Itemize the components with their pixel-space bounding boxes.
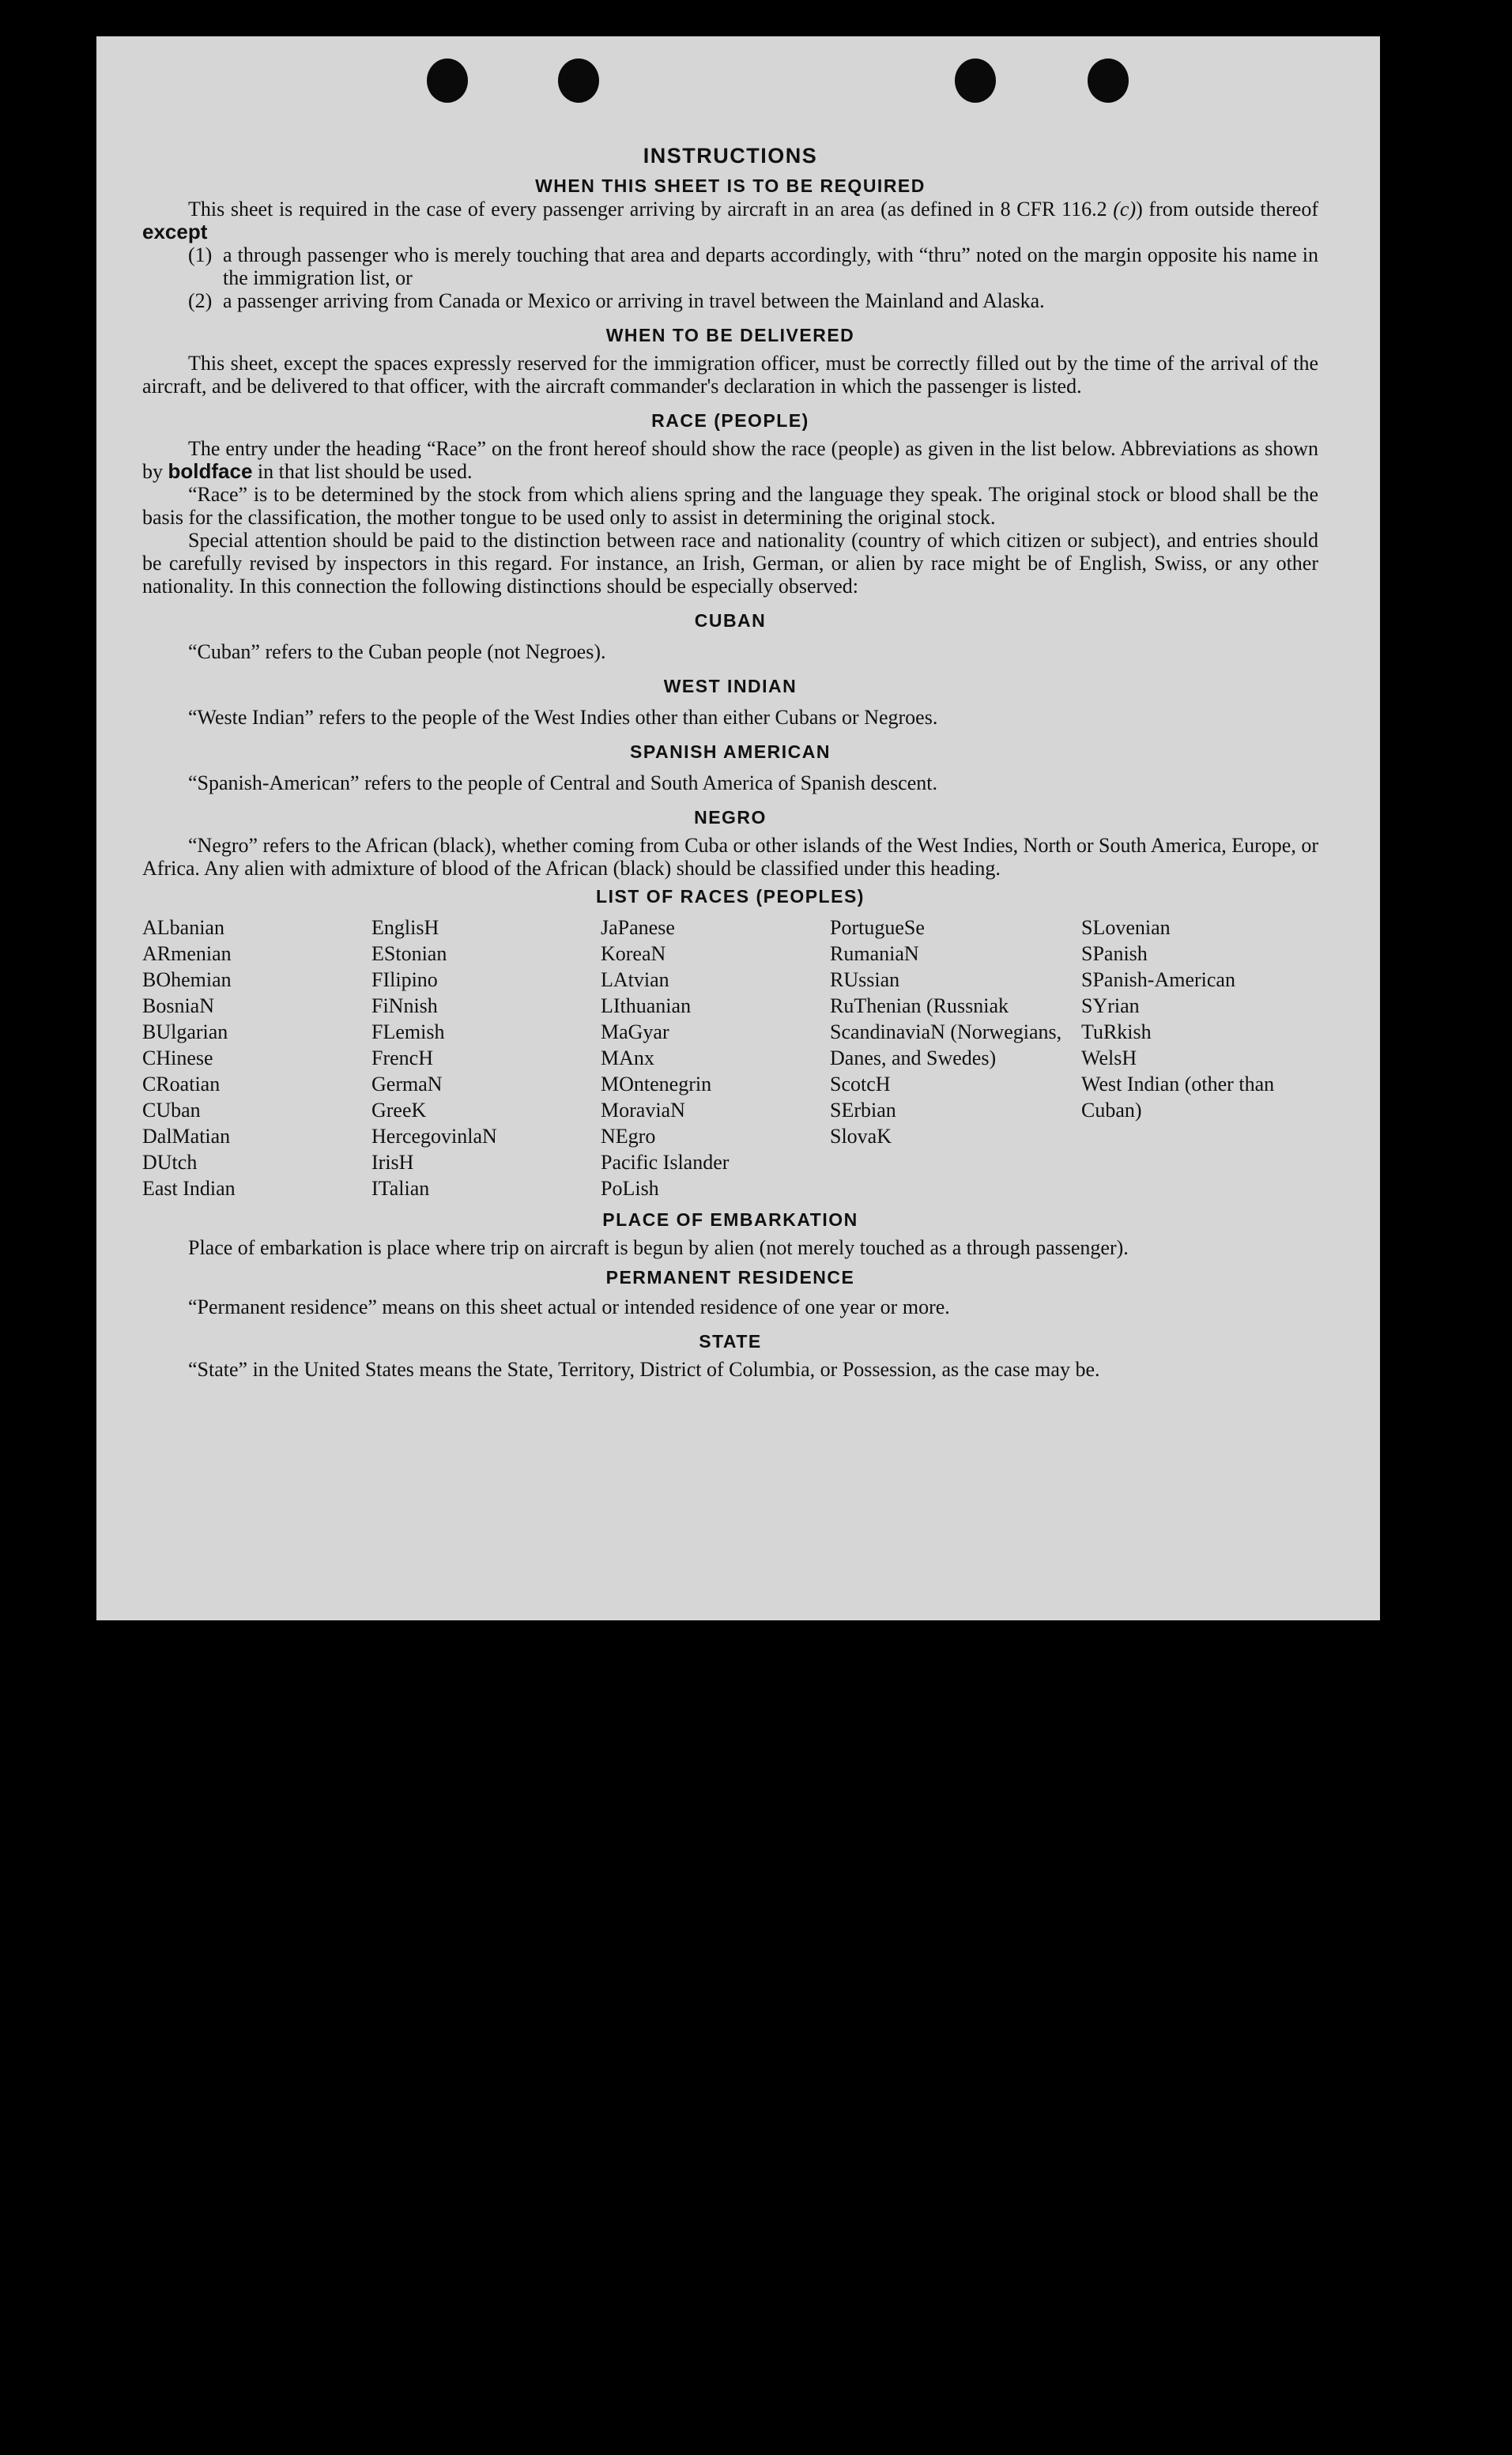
- race-item: DalMatian: [142, 1125, 231, 1148]
- race-item: SErbian: [830, 1099, 896, 1122]
- race-item: ARmenian: [142, 942, 232, 965]
- westindian-paragraph: “Weste Indian” refers to the people of the West Indies other than either Cubans or Negroes.: [188, 706, 938, 729]
- state-paragraph: “State” in the United States means the State, Territory, District of Columbia, or Possession, as the case may be.: [188, 1358, 1100, 1381]
- section-heading-delivered: WHEN TO BE DELIVERED: [605, 325, 855, 345]
- race-item: EStonian: [371, 942, 447, 965]
- race-item: MoraviaN: [601, 1099, 685, 1122]
- race-list: [142, 914, 1318, 1201]
- race-item: SPanish-American: [1081, 968, 1235, 991]
- race-paragraph-1: The entry under the heading “Race” on the front hereof should show the race (people) as given in the list below. Abbreviations as shown by boldface in that list should be used.: [142, 437, 1318, 483]
- race-item: Pacific Islander: [601, 1151, 730, 1174]
- spanish-paragraph: “Spanish-American” refers to the people of Central and South America of Spanish descent.: [188, 771, 937, 794]
- section-heading-cuban: CUBAN: [694, 610, 767, 631]
- race-item: EnglisH: [371, 916, 439, 939]
- delivered-paragraph: This sheet, except the spaces expressly reserved for the immigration officer, must be correctly filled out by the time of the arrival of the aircraft, and be delivered to that officer, with the aircraft commander's declaration in which the passenger is listed.: [142, 352, 1318, 398]
- race-item: RuThenian (Russniak: [830, 994, 1009, 1017]
- section-heading-race: RACE (PEOPLE): [651, 410, 809, 431]
- race-item: SlovaK: [830, 1125, 892, 1148]
- race-item: TuRkish: [1081, 1020, 1152, 1043]
- race-item: West Indian (other than Cuban): [1081, 1073, 1275, 1122]
- race-item: FiNnish: [371, 994, 438, 1017]
- race-item: CHinese: [142, 1046, 213, 1069]
- race-item: GermaN: [371, 1073, 443, 1096]
- instruction-sheet: [96, 36, 1380, 1620]
- race-item: DUtch: [142, 1151, 198, 1174]
- race-item: FLemish: [371, 1020, 445, 1043]
- punch-hole: [427, 58, 468, 103]
- race-item: CRoatian: [142, 1073, 221, 1096]
- punch-hole: [558, 58, 599, 103]
- section-heading-negro: NEGRO: [694, 807, 767, 828]
- negro-paragraph: “Negro” refers to the African (black), whether coming from Cuba or other islands of the West Indies, North or South America, Europe, or Africa. Any alien with admixture of blood of the African (black) should be classified under this heading.: [142, 834, 1318, 880]
- embarkation-paragraph: Place of embarkation is place where trip on aircraft is begun by alien (not merely touched as a through passenger).: [188, 1236, 1129, 1259]
- race-item: HercegovinlaN: [371, 1125, 497, 1148]
- section-heading-list: LIST OF RACES (PEOPLES): [596, 886, 865, 907]
- page-title: INSTRUCTIONS: [643, 144, 818, 168]
- race-item: ALbanian: [142, 916, 224, 939]
- race-item: PoLish: [601, 1177, 659, 1200]
- race-item: KoreaN: [601, 942, 666, 965]
- required-item-1: (1) a through passenger who is merely touching that area and departs accordingly, with “thru” noted on the margin opposite his name in the immigration list, or: [188, 243, 1318, 289]
- section-heading-spanish: SPANISH AMERICAN: [629, 741, 831, 762]
- race-column: [371, 914, 601, 1201]
- race-column: [142, 914, 371, 1201]
- race-item: RUssian: [830, 968, 900, 991]
- required-item-2: (2) a passenger arriving from Canada or Mexico or arriving in travel between the Mainland and Alaska.: [188, 289, 1045, 312]
- section-heading-residence: PERMANENT RESIDENCE: [605, 1267, 855, 1288]
- cuban-paragraph: “Cuban” refers to the Cuban people (not Negroes).: [188, 640, 606, 663]
- race-paragraph-3: Special attention should be paid to the distinction between race and nationality (country of which citizen or subject), and entries should be carefully revised by inspectors in this regard. For instance, an Irish, German, or alien by race might be of English, Swiss, or any other nationality. In this connection the following distinctions should be especially observed:: [142, 529, 1318, 598]
- section-heading-state: STATE: [699, 1331, 762, 1352]
- race-item: CUban: [142, 1099, 201, 1122]
- residence-paragraph: “Permanent residence” means on this sheet actual or intended residence of one year or more.: [188, 1295, 950, 1318]
- race-item: ScotcH: [830, 1073, 891, 1096]
- race-item: MOntenegrin: [601, 1073, 712, 1096]
- race-column: [830, 914, 1081, 1201]
- race-item: ITalian: [371, 1177, 430, 1200]
- race-item: BosniaN: [142, 994, 214, 1017]
- section-heading-required: WHEN THIS SHEET IS TO BE REQUIRED: [535, 175, 926, 196]
- race-column: [601, 914, 830, 1201]
- race-item: BOhemian: [142, 968, 232, 991]
- instructions-body: [142, 109, 1318, 1381]
- section-heading-westindian: WEST INDIAN: [663, 676, 797, 696]
- race-item: LAtvian: [601, 968, 669, 991]
- race-item: FIlipino: [371, 968, 438, 991]
- race-item: IrisH: [371, 1151, 414, 1174]
- race-item: SPanish: [1081, 942, 1148, 965]
- race-item: East Indian: [142, 1177, 236, 1200]
- race-item: WelsH: [1081, 1046, 1137, 1069]
- race-item: MaGyar: [601, 1020, 669, 1043]
- race-item: GreeK: [371, 1099, 427, 1122]
- punch-hole: [1088, 58, 1129, 103]
- race-item: FrencH: [371, 1046, 433, 1069]
- race-item: NEgro: [601, 1125, 656, 1148]
- race-column: [1081, 914, 1318, 1201]
- race-item: PortugueSe: [830, 916, 925, 939]
- race-item: LIthuanian: [601, 994, 692, 1017]
- race-paragraph-2: “Race” is to be determined by the stock from which aliens spring and the language they speak. The original stock or blood shall be the basis for the classification, the mother tongue to be used only to assist in determining the original stock.: [142, 483, 1318, 529]
- race-item: RumaniaN: [830, 942, 919, 965]
- section-heading-embarkation: PLACE OF EMBARKATION: [602, 1209, 858, 1230]
- race-item: MAnx: [601, 1046, 654, 1069]
- race-item: SLovenian: [1081, 916, 1171, 939]
- race-item: ScandinaviaN (Norwegians, Danes, and Swedes): [830, 1020, 1062, 1069]
- race-item: SYrian: [1081, 994, 1140, 1017]
- race-item: JaPanese: [601, 916, 675, 939]
- race-item: BUlgarian: [142, 1020, 228, 1043]
- punch-hole: [955, 58, 996, 103]
- required-paragraph: This sheet is required in the case of every passenger arriving by aircraft in an area (as defined in 8 CFR 116.2 (c)) from outside thereof except: [142, 198, 1319, 243]
